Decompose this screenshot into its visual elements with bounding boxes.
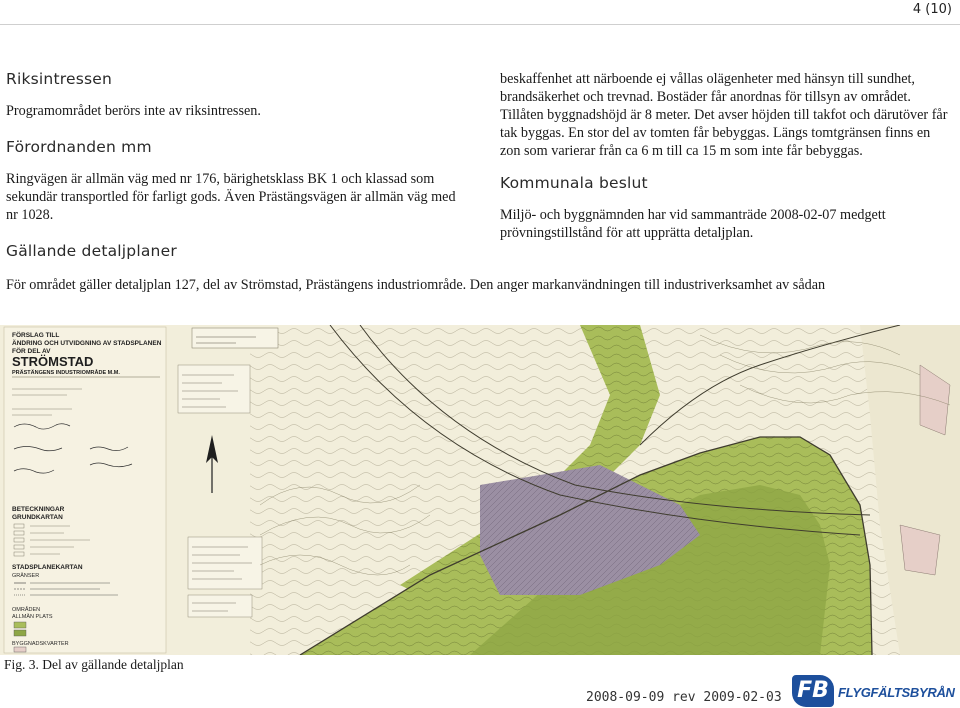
legend-sub-granser: GRÄNSER xyxy=(12,573,40,579)
top-divider xyxy=(0,24,960,25)
paragraph-beskaffenhet: beskaffenhet att närboende ej vållas olägenheter med hänsyn till sundhet, brandsäkerhet och trevnad. Bostäder får anordnas för tillsyn av området. Tillåten byggnadshöjd är 8 meter. Det avser höjden till takfot och därutöver får tak byggas. En stor del av tomten får bebyggas. Längs tomtgränsen finns en zon som varierar från ca 6 m till ca 15 m som inte får bebyggas. xyxy=(500,71,948,159)
heading-gallande-detaljplaner: Gällande detaljplaner xyxy=(6,242,177,260)
page-number: 4 (10) xyxy=(912,2,952,17)
plan-title-4: STRÖMSTAD xyxy=(12,354,94,369)
legend-heading-grundkartan: GRUNDKARTAN xyxy=(12,514,63,521)
flygfaltsbyran-logo xyxy=(792,675,958,707)
detail-plan-map xyxy=(0,325,960,655)
legend-heading-beteckningar: BETECKNINGAR xyxy=(12,506,65,513)
logo-text: FLYGFÄLTSBYRÅN xyxy=(838,685,955,700)
legend-panel xyxy=(4,327,166,653)
paragraph-kommunala-beslut: Miljö- och byggnämnden har vid sammanträde 2008-02-07 medgett prövningstillstånd för att upprätta detaljplan. xyxy=(500,207,886,241)
right-column xyxy=(500,70,952,260)
heading-riksintressen: Riksintressen xyxy=(6,70,113,88)
detail-plan-map-drawing xyxy=(0,325,960,655)
paragraph-forordnanden: Ringvägen är allmän väg med nr 176, bärighetsklass BK 1 och klassad som sekundär transportled för farligt gods. Även Prästängsvägen är allmän väg med nr 1028. xyxy=(6,171,456,223)
left-column xyxy=(6,70,466,274)
fb-logo-icon: FB xyxy=(792,675,834,707)
plan-title-5: PRÄSTÄNGENS INDUSTRIOMRÅDE M.M. xyxy=(12,370,120,376)
footer-date: 2008-09-09 rev 2009-02-03 xyxy=(586,690,782,705)
legend-heading-stadsplanekartan: STADSPLANEKARTAN xyxy=(12,564,83,571)
legend-sub-byggnadskvarter: BYGGNADSKVARTER xyxy=(12,641,69,647)
plan-title-2: ÄNDRING OCH UTVIDGNING AV STADSPLANEN xyxy=(12,340,162,347)
legend-sub-omraden: OMRÅDEN xyxy=(12,607,41,613)
figure-caption: Fig. 3. Del av gällande detaljplan xyxy=(4,657,184,672)
legend-sub-allman-plats: ALLMÄN PLATS xyxy=(12,614,53,620)
paragraph-detaljplan: För området gäller detaljplan 127, del av Strömstad, Prästängens industriområde. Den anger markanvändningen till industriverksamhet av sådan xyxy=(6,277,826,293)
heading-forordnanden: Förordnanden mm xyxy=(6,138,152,156)
plan-title-3: FÖR DEL AV xyxy=(12,348,51,355)
heading-kommunala-beslut: Kommunala beslut xyxy=(500,174,648,192)
paragraph-riksintressen: Programområdet berörs inte av riksintressen. xyxy=(6,103,261,119)
plan-title-1: FÖRSLAG TILL xyxy=(12,332,60,339)
